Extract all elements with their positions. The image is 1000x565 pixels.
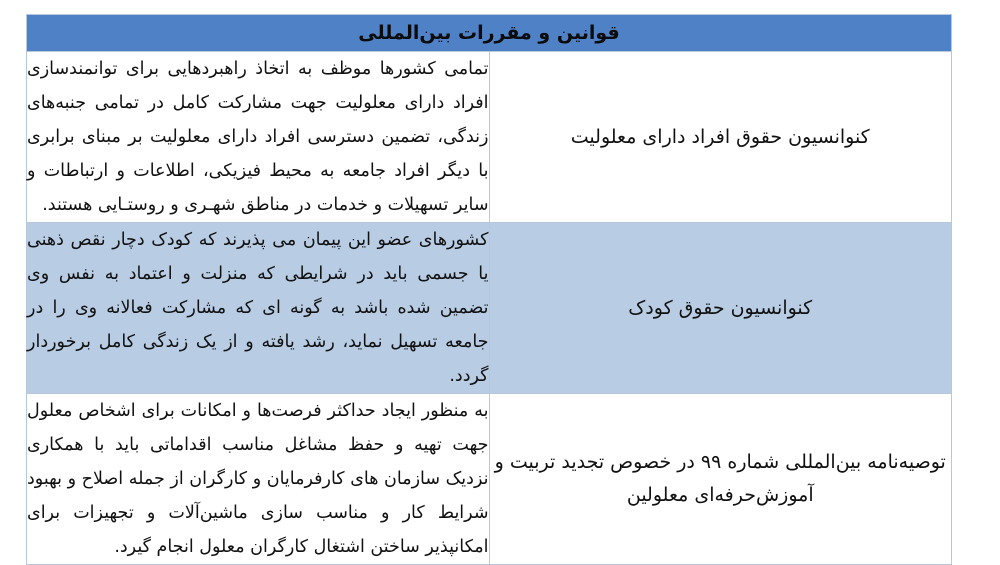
table-row [27,223,952,394]
regulations-table [26,14,952,565]
table-row [27,394,952,565]
row-description: تمامی کشورها موظف به اتخاذ راهبردهایی برای توانمندسازی افراد دارای معلولیت جهت مشارکت کامل در تمامی جنبه‌های زندگی، تضمین دسترسی افراد دارای معلولیت بر مبنای برابری با دیگر افراد جامعه به محیط فیزیکی، اطلاعات و ارتباطات و سایر تسهیلات و خدمات در مناطق شهـری و روستـایی هستند. [27,52,490,223]
row-description: کشورهای عضو این پیمان می پذیرند که کودک دچار نقص ذهنی یا جسمی باید در شرایطی که منزلت و اعتماد به نفس وی تضمین شده باشد به گونه ای که مشارکت فعالانه وی را در جامعه تسهیل نماید، رشد یافته و از یک زندگی کامل برخوردار گردد. [27,223,490,394]
row-title: کنوانسیون حقوق کودک [489,223,952,394]
table-title: قوانین و مقررات بین‌المللی [27,15,952,52]
table-header-row [27,15,952,52]
row-title: توصیه‌نامه بین‌المللی شماره ۹۹ در خصوص تجدید تربیت و آموزش‌حرفه‌ای معلولین [489,394,952,565]
table-row [27,52,952,223]
row-description: به منظور ایجاد حداکثر فرصت‌ها و امکانات برای اشخاص معلول جهت تهیه و حفظ مشاغل مناسب اقداماتی باید با همکاری نزدیک سازمان های کارفرمایان و کارگران از جمله اصلاح و بهبود شرایط کار و مناسب سازی ماشین‌آلات و تجهیزات برای امکانپذیر ساختن اشتغال کارگران معلول انجام گیرد. [27,394,490,565]
row-title: کنوانسیون حقوق افراد دارای معلولیت [489,52,952,223]
